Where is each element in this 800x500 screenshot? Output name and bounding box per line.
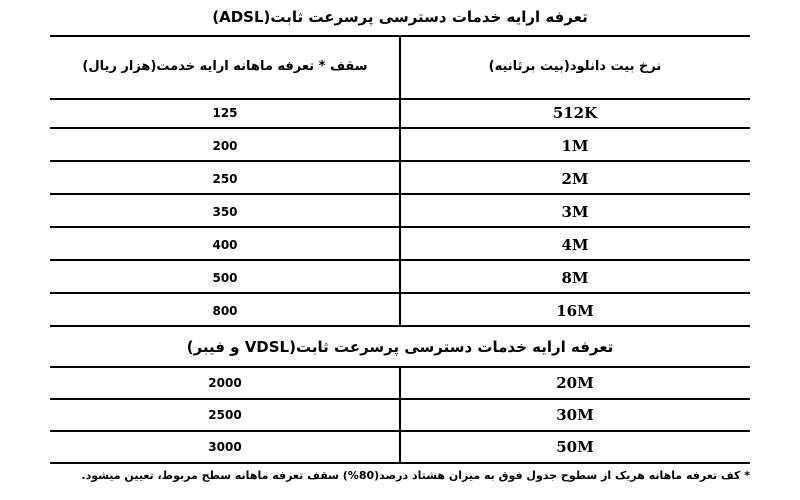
price-column-header: سقف * تعرفه ماهانه ارایه خدمت(هزار ریال) bbox=[82, 59, 368, 74]
speed-cell: 20M bbox=[556, 374, 594, 392]
footnote: * کف تعرفه ماهانه هریک از سطوح جدول فوق به میزان هشتاد درصد(80%) سقف تعرفه ماهانه سطح مربوط، تعیین میشود. bbox=[81, 469, 750, 482]
price-cell: 2000 bbox=[208, 376, 242, 390]
speed-cell: 3M bbox=[561, 203, 589, 221]
speed-cell: 4M bbox=[561, 236, 589, 254]
price-cell: 800 bbox=[212, 304, 238, 318]
speed-cell: 512K bbox=[552, 104, 598, 122]
vdsl-table-title: تعرفه ارایه خدمات دسترسی پرسرعت ثابت(VDSL و فیبر) bbox=[186, 338, 614, 356]
speed-cell: 30M bbox=[556, 406, 594, 424]
speed-column-header: نرخ بیت دانلود(بیت برثانیه) bbox=[488, 59, 662, 74]
price-cell: 200 bbox=[212, 139, 238, 153]
speed-cell: 50M bbox=[556, 438, 594, 456]
price-cell: 350 bbox=[212, 205, 238, 219]
price-cell: 400 bbox=[212, 238, 238, 252]
price-cell: 3000 bbox=[208, 440, 242, 454]
speed-cell: 1M bbox=[561, 137, 589, 155]
price-cell: 2500 bbox=[208, 408, 242, 422]
speed-cell: 8M bbox=[561, 269, 589, 287]
speed-cell: 2M bbox=[561, 170, 589, 188]
price-cell: 125 bbox=[212, 106, 238, 120]
adsl-table-title: تعرفه ارایه خدمات دسترسی پرسرعت ثابت(ADSL) bbox=[212, 8, 588, 26]
price-cell: 500 bbox=[212, 271, 238, 285]
price-cell: 250 bbox=[212, 172, 238, 186]
speed-cell: 16M bbox=[556, 302, 594, 320]
